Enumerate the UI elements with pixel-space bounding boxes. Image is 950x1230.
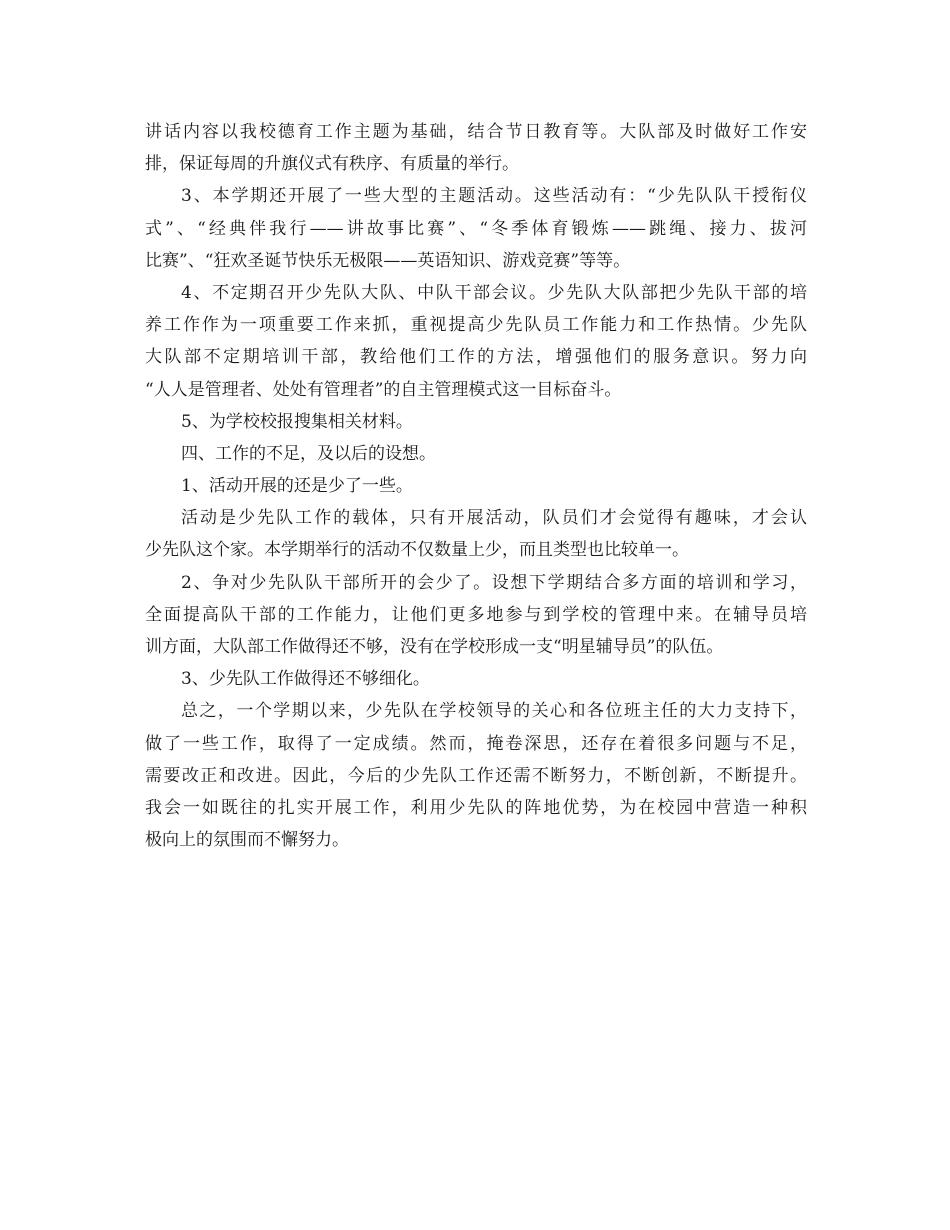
text-line: 极向上的氛围而不懈努力。 [145, 830, 349, 851]
text-line: 四、工作的不足，及以后的设想。 [181, 443, 436, 464]
text-line: 需要改正和改进。因此，今后的少先队工作还需不断努力，不断创新，不断提升。 [145, 765, 807, 786]
text-line: “人人是管理者、处处有管理者”的自主管理模式这一目标奋斗。 [145, 379, 622, 400]
text-line: 排，保证每周的升旗仪式有秩序、有质量的举行。 [145, 154, 519, 175]
text-line: 全面提高队干部的工作能力，让他们更多地参与到学校的管理中来。在辅导员培 [145, 604, 807, 625]
text-line: 2、争对少先队队干部所开的会少了。设想下学期结合多方面的培训和学习， [181, 572, 807, 593]
text-line: 活动是少先队工作的载体，只有开展活动，队员们才会觉得有趣味，才会认 [181, 508, 807, 529]
text-line: 1、活动开展的还是少了一些。 [181, 476, 413, 497]
text-line: 少先队这个家。本学期举行的活动不仅数量上少，而且类型也比较单一。 [145, 540, 689, 561]
text-line: 讲话内容以我校德育工作主题为基础，结合节日教育等。大队部及时做好工作安 [145, 122, 807, 142]
text-line: 5、为学校校报搜集相关材料。 [181, 411, 413, 432]
text-line: 3、本学期还开展了一些大型的主题活动。这些活动有：“少先队队干授衔仪 [181, 186, 807, 207]
text-line: 3、少先队工作做得还不够细化。 [181, 669, 430, 690]
text-line: 训方面，大队部工作做得还不够，没有在学校形成一支“明星辅导员”的队伍。 [145, 637, 724, 657]
text-line: 比赛”、“狂欢圣诞节快乐无极限——英语知识、游戏竞赛”等等。 [145, 250, 631, 271]
text-line: 大队部不定期培训干部，教给他们工作的方法，增强他们的服务意识。努力向 [145, 347, 807, 368]
text-line: 做了一些工作，取得了一定成绩。然而，掩卷深思，还存在着很多问题与不足， [145, 733, 807, 754]
text-line: 养工作作为一项重要工作来抓，重视提高少先队员工作能力和工作热情。少先队 [145, 315, 807, 336]
text-line: 总之，一个学期以来，少先队在学校领导的关心和各位班主任的大力支持下， [181, 701, 807, 722]
text-line: 我会一如既往的扎实开展工作，利用少先队的阵地优势，为在校园中营造一种积 [145, 797, 807, 818]
document-body [145, 116, 807, 856]
text-line: 4、不定期召开少先队大队、中队干部会议。少先队大队部把少先队干部的培 [181, 282, 807, 303]
text-line: 式”、“经典伴我行——讲故事比赛”、“冬季体育锻炼——跳绳、接力、拔河 [145, 218, 807, 239]
